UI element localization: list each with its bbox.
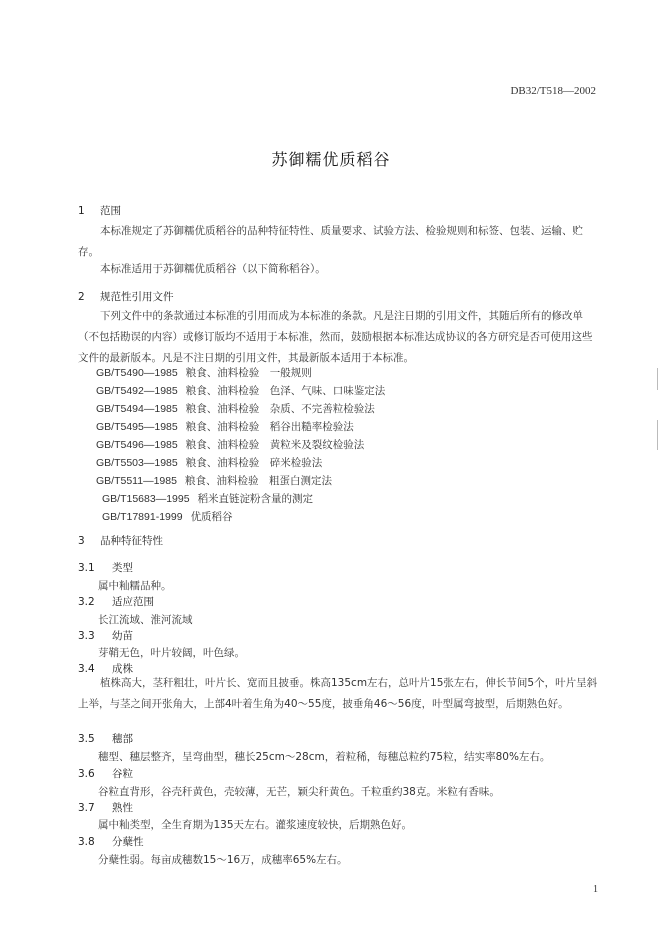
subsection-text: 属中籼类型，全生育期为135天左右。灌浆速度较快，后期熟色好。 <box>98 819 413 831</box>
subsection-heading <box>78 628 133 643</box>
subsection-title: 熟性 <box>112 802 133 814</box>
subsection-heading <box>78 766 133 781</box>
subsection-title: 幼苗 <box>112 630 133 642</box>
subsection-title: 分蘖性 <box>112 836 144 848</box>
section-title: 范围 <box>100 205 121 217</box>
section-1-paragraph-1: 本标准规定了苏御糯优质稻谷的品种特征特性、质量要求、试验方法、检验规则和标签、包装、运输、贮存。 <box>78 225 583 258</box>
subsection-text: 芽鞘无色，叶片较阔，叶色绿。 <box>98 647 245 659</box>
reference-code: GB/T5503—1985 <box>96 457 178 469</box>
standard-code: DB32/T518—2002 <box>510 85 596 97</box>
reference-item <box>96 472 385 490</box>
reference-item <box>96 436 385 454</box>
reference-code: GB/T17891-1999 <box>102 511 183 523</box>
reference-title: 粮食、油料检验 碎米检验法 <box>185 457 323 469</box>
subsection-heading <box>78 560 133 575</box>
reference-title: 优质稻谷 <box>190 511 233 523</box>
reference-title: 粮食、油料检验 色泽、气味、口味鉴定法 <box>185 385 386 397</box>
subsection-number: 3.7 <box>78 802 95 814</box>
subsection-title: 类型 <box>112 562 133 574</box>
subsection-heading <box>78 594 154 609</box>
reference-title: 粮食、油料检验 粗蛋白测定法 <box>184 475 332 487</box>
subsection-number: 3.2 <box>78 596 95 608</box>
subsection-heading <box>78 834 144 849</box>
reference-code: GB/T15683—1995 <box>102 493 190 505</box>
reference-item <box>96 400 385 418</box>
reference-title: 粮食、油料检验 杂质、不完善粒检验法 <box>185 403 375 415</box>
subsection-heading <box>78 800 133 815</box>
scan-artifact <box>657 420 658 450</box>
reference-code: GB/T5492—1985 <box>96 385 178 397</box>
section-number: 3 <box>78 535 85 547</box>
subsection-number: 3.1 <box>78 562 95 574</box>
reference-item <box>96 364 385 382</box>
reference-code: GB/T5511—1985 <box>96 475 177 487</box>
reference-title: 粮食、油料检验 黄粒米及裂纹检验法 <box>185 439 365 451</box>
reference-item <box>96 454 385 472</box>
section-number: 1 <box>78 205 85 217</box>
subsection-text: 长江流域、淮河流域 <box>98 614 193 626</box>
reference-title: 粮食、油料检验 一般规则 <box>185 367 312 379</box>
subsection-text: 属中籼糯品种。 <box>98 580 172 592</box>
page-number: 1 <box>593 884 598 895</box>
reference-list <box>96 364 385 526</box>
subsection-number: 3.6 <box>78 768 95 780</box>
section-2-paragraph-1: 下列文件中的条款通过本标准的引用而成为本标准的条款。凡是注日期的引用文件，其随后所有的修改单（不包括勘误的内容）或修订版均不适用于本标准，然而，鼓励根据本标准达成协议的各方研究是否可使用这些文件的最新版本。凡是不注日期的引用文件，其最新版本适用于本标准。 <box>78 310 593 364</box>
section-number: 2 <box>78 291 85 303</box>
section-title: 品种特征特性 <box>100 535 163 547</box>
subsection-number: 3.5 <box>78 733 95 745</box>
subsection-number: 3.4 <box>78 663 95 675</box>
reference-item <box>96 382 385 400</box>
reference-item <box>96 418 385 436</box>
section-1-heading <box>78 203 121 218</box>
section-1-paragraph-2: 本标准适用于苏御糯优质稻谷（以下简称稻谷）。 <box>100 263 326 275</box>
subsection-text: 穗型、穗层整齐，呈弯曲型，穗长25cm～28cm，着粒稀，每穗总粒约75粒，结实率80%左右。 <box>98 751 551 763</box>
reference-item <box>102 508 385 526</box>
reference-code: GB/T5495—1985 <box>96 421 178 433</box>
section-3-heading <box>78 533 163 548</box>
document-title: 苏御糯优质稻谷 <box>271 150 391 169</box>
reference-code: GB/T5490—1985 <box>96 367 178 379</box>
subsection-title: 适应范围 <box>112 596 154 608</box>
reference-title: 粮食、油料检验 稻谷出糙率检验法 <box>185 421 354 433</box>
section-title: 规范性引用文件 <box>100 291 174 303</box>
subsection-text: 谷粒直背形，谷壳秆黄色，壳较薄，无芒，颖尖秆黄色。千粒重约38克。米粒有香味。 <box>98 786 500 798</box>
subsection-heading <box>78 731 133 746</box>
subsection-title: 成株 <box>112 663 133 675</box>
reference-code: GB/T5494—1985 <box>96 403 178 415</box>
section-2-heading <box>78 289 174 304</box>
subsection-number: 3.3 <box>78 630 95 642</box>
subsection-title: 穗部 <box>112 733 133 745</box>
reference-title: 稻米直链淀粉含量的测定 <box>197 493 314 505</box>
subsection-number: 3.8 <box>78 836 95 848</box>
subsection-title: 谷粒 <box>112 768 133 780</box>
scan-artifact <box>657 368 658 390</box>
subsection-text: 分蘖性弱。每亩成穗数15～16万，成穗率65%左右。 <box>98 854 348 866</box>
reference-code: GB/T5496—1985 <box>96 439 178 451</box>
reference-item <box>102 490 385 508</box>
subsection-text: 植株高大，茎秆粗壮，叶片长、宽而且披垂。株高135cm左右，总叶片15张左右，伸长节间5个，叶片呈斜上举，与茎之间开张角大，上部4叶着生角为40～55度，披垂角46～56度，叶型属弯披型，后期熟色好。 <box>78 677 598 710</box>
